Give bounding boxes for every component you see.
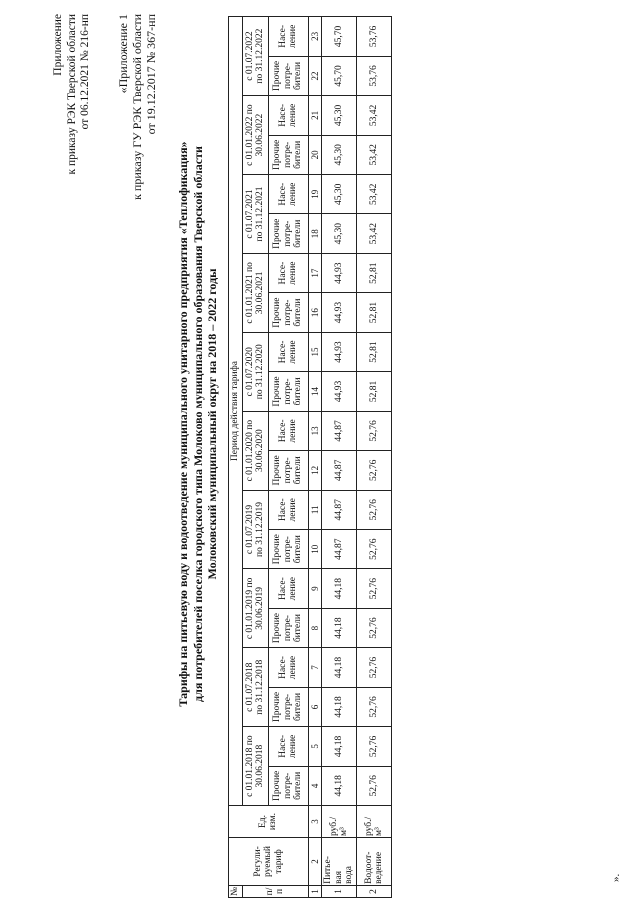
tariff-value: 53,76 — [357, 17, 392, 57]
table-row — [322, 17, 357, 898]
annex-top-line3: от 06.12.2021 № 216-нп — [79, 14, 91, 130]
table-row — [357, 17, 392, 898]
row-tariff-name: Водоот- ведение — [357, 838, 392, 886]
row-tariff-name: Питье- вая вода — [322, 838, 357, 886]
subheader-other: Прочие потре- бители — [268, 608, 308, 647]
column-number: 20 — [308, 135, 322, 174]
annex-top-line1: Приложение — [52, 14, 64, 76]
title-line3: Молоковский муниципальный округ на 2018 – 2022 годы — [205, 268, 219, 580]
subheader-population: Насе- ление — [268, 411, 308, 450]
period-header-8: с 01.07.2021 по 31.12.2021 — [242, 175, 268, 254]
column-number: 2 — [308, 838, 322, 886]
tariff-value: 52,76 — [357, 569, 392, 608]
tariff-value: 44,93 — [322, 332, 357, 371]
column-number: 17 — [308, 253, 322, 292]
subheader-other: Прочие потре- бители — [268, 214, 308, 253]
subheader-population: Насе- ление — [268, 569, 308, 608]
tariff-value: 45,30 — [322, 96, 357, 135]
column-number: 19 — [308, 175, 322, 214]
header-tariff: Регули- руемый тариф — [229, 838, 309, 886]
row-number: 1 — [322, 885, 357, 897]
column-number: 21 — [308, 96, 322, 135]
document-title — [176, 74, 220, 774]
tariff-value: 44,18 — [322, 569, 357, 608]
tariff-value: 52,81 — [357, 332, 392, 371]
subheader-other: Прочие потре- бители — [268, 451, 308, 490]
period-header-4: с 01.07.2019 по 31.12.2019 — [242, 490, 268, 569]
tariff-value: 45,70 — [322, 17, 357, 57]
column-number: 9 — [308, 569, 322, 608]
subheader-population: Насе- ление — [268, 727, 308, 766]
annex-top-line2: к приказу РЭК Тверской области — [65, 14, 78, 175]
tariff-value: 52,81 — [357, 253, 392, 292]
tariff-value: 53,76 — [357, 56, 392, 95]
period-header-1: с 01.01.2018 по 30.06.2018 — [242, 727, 268, 806]
tariff-value: 44,87 — [322, 490, 357, 529]
tariff-value: 52,76 — [357, 608, 392, 647]
subheader-other: Прочие потре- бители — [268, 135, 308, 174]
period-header-5: с 01.01.2020 по 30.06.2020 — [242, 411, 268, 490]
tariff-value: 45,70 — [322, 56, 357, 95]
column-number: 1 — [308, 885, 322, 897]
subheader-population: Насе- ление — [268, 253, 308, 292]
tariff-value: 52,76 — [357, 648, 392, 687]
tariff-value: 53,42 — [357, 135, 392, 174]
subheader-population: Насе- ление — [268, 490, 308, 529]
column-number: 11 — [308, 490, 322, 529]
period-header-3: с 01.01.2019 по 30.06.2019 — [242, 569, 268, 648]
header-no: № — [230, 886, 240, 896]
closing-mark: ». — [610, 873, 622, 882]
column-number: 3 — [308, 806, 322, 838]
annex-second-line1: «Приложение 1 — [116, 14, 130, 94]
column-number: 8 — [308, 608, 322, 647]
column-number: 10 — [308, 529, 322, 568]
tariff-value: 44,93 — [322, 293, 357, 332]
period-header-9: с 01.01.2022 по 30.06.2022 — [242, 96, 268, 175]
tariff-value: 44,87 — [322, 411, 357, 450]
tariff-value: 44,87 — [322, 451, 357, 490]
header-unit: Ед. изм. — [229, 806, 309, 838]
tariff-value: 52,76 — [357, 490, 392, 529]
tariff-value: 52,76 — [357, 687, 392, 726]
tariff-value: 44,18 — [322, 727, 357, 766]
column-number: 16 — [308, 293, 322, 332]
column-number: 5 — [308, 727, 322, 766]
tariff-value: 44,87 — [322, 529, 357, 568]
subheader-other: Прочие потре- бители — [268, 293, 308, 332]
column-number: 7 — [308, 648, 322, 687]
period-header-7: с 01.01.2021 по 30.06.2021 — [242, 253, 268, 332]
annex-second-line2: к приказу ГУ РЭК Тверской области — [130, 14, 144, 200]
subheader-population: Насе- ление — [268, 96, 308, 135]
subheader-other: Прочие потре- бители — [268, 56, 308, 95]
tariff-value: 44,93 — [322, 253, 357, 292]
tariff-value: 45,30 — [322, 135, 357, 174]
annex-second-line3: от 19.12.2017 № 367-нп — [144, 14, 158, 135]
tariff-value: 52,76 — [357, 766, 392, 805]
period-header-6: с 01.07.2020 по 31.12.2020 — [242, 332, 268, 411]
tariff-value: 45,30 — [322, 175, 357, 214]
tariff-value: 44,18 — [322, 648, 357, 687]
column-number: 22 — [308, 56, 322, 95]
title-line1: Тарифы на питьевую воду и водоотведение муниципального унитарного предприятия «Теплофикация» — [176, 141, 190, 707]
tariff-value: 52,76 — [357, 451, 392, 490]
row-unit: руб./ м³ — [357, 806, 392, 838]
subheader-population: Насе- ление — [268, 332, 308, 371]
subheader-other: Прочие потре- бители — [268, 687, 308, 726]
column-number: 13 — [308, 411, 322, 450]
subheader-population: Насе- ление — [268, 175, 308, 214]
tariff-value: 53,42 — [357, 214, 392, 253]
tariff-value: 52,81 — [357, 372, 392, 411]
subheader-other: Прочие потре- бители — [268, 372, 308, 411]
tariff-value: 52,81 — [357, 293, 392, 332]
subheader-other: Прочие потре- бители — [268, 766, 308, 805]
column-number: 15 — [308, 332, 322, 371]
subheader-population: Насе- ление — [268, 17, 308, 57]
column-number: 6 — [308, 687, 322, 726]
subheader-other: Прочие потре- бители — [268, 529, 308, 568]
period-header-2: с 01.07.2018 по 31.12.2018 — [242, 648, 268, 727]
tariff-table — [228, 16, 392, 898]
tariff-value: 44,18 — [322, 766, 357, 805]
tariff-value: 52,76 — [357, 411, 392, 450]
annex-second-block — [116, 14, 158, 274]
tariff-value: 53,42 — [357, 175, 392, 214]
tariff-value: 52,76 — [357, 727, 392, 766]
tariff-value: 52,76 — [357, 529, 392, 568]
subheader-population: Насе- ление — [268, 648, 308, 687]
column-number: 14 — [308, 372, 322, 411]
header-pp: п/ п — [242, 885, 308, 897]
header-period: Период действия тарифа — [229, 17, 243, 806]
tariff-value: 44,18 — [322, 608, 357, 647]
tariff-value: 44,93 — [322, 372, 357, 411]
column-number: 12 — [308, 451, 322, 490]
column-number: 4 — [308, 766, 322, 805]
column-number: 18 — [308, 214, 322, 253]
title-line2: для потребителей поселка городского типа Молоково муниципального образования Тверской области — [190, 146, 205, 702]
tariff-value: 44,18 — [322, 687, 357, 726]
tariff-value: 45,30 — [322, 214, 357, 253]
row-number: 2 — [357, 885, 392, 897]
row-unit: руб./ м³ — [322, 806, 357, 838]
period-header-10: с 01.07.2022 по 31.12.2022 — [242, 17, 268, 96]
column-number: 23 — [308, 17, 322, 57]
annex-top-block — [52, 14, 93, 264]
tariff-value: 53,42 — [357, 96, 392, 135]
